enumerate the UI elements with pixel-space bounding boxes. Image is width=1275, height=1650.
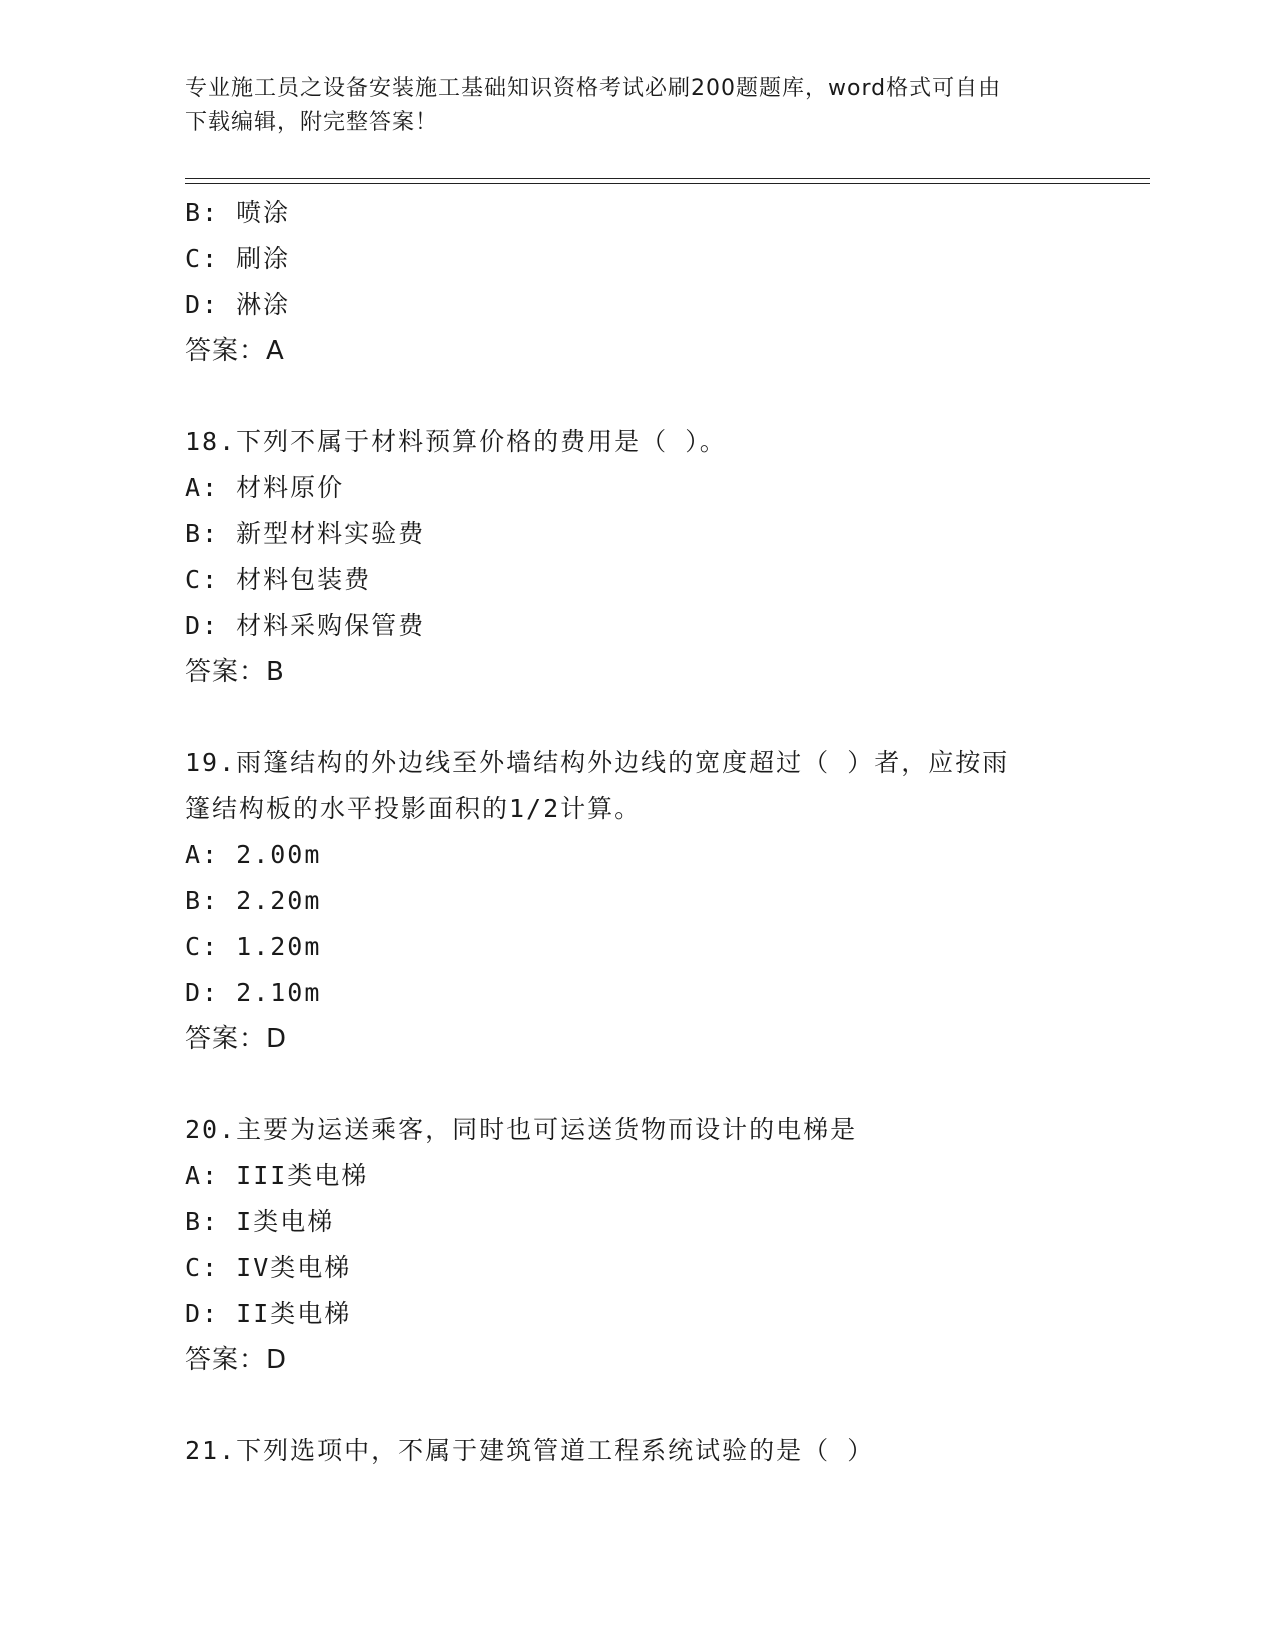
spacer — [185, 1383, 1085, 1428]
option-c: C: 刷涂 — [185, 244, 291, 273]
answer: 答案：D — [185, 1024, 288, 1054]
question-text-line-2: 篷结构板的水平投影面积的1/2计算。 — [185, 794, 642, 823]
question-list — [185, 190, 1085, 1474]
option-c: C: 1.20m — [185, 932, 322, 961]
header-divider-top — [185, 178, 1150, 179]
question-text: 18.下列不属于材料预算价格的费用是（ ）。 — [185, 427, 727, 456]
answer: 答案：D — [185, 1345, 288, 1375]
spacer — [185, 374, 1085, 419]
question-18 — [185, 419, 1085, 695]
question-text: 21.下列选项中，不属于建筑管道工程系统试验的是（ ） — [185, 1436, 875, 1465]
question-21 — [185, 1428, 1085, 1474]
option-d: D: 2.10m — [185, 978, 322, 1007]
option-a: A: III类电梯 — [185, 1161, 369, 1190]
option-a: A: 2.00m — [185, 840, 322, 869]
question-text: 20.主要为运送乘客，同时也可运送货物而设计的电梯是 — [185, 1115, 858, 1144]
option-b: B: 新型材料实验费 — [185, 519, 426, 548]
option-b: B: I类电梯 — [185, 1207, 335, 1236]
option-a: A: 材料原价 — [185, 473, 345, 502]
option-b: B: 喷涂 — [185, 198, 291, 227]
option-d: D: 淋涂 — [185, 290, 291, 319]
question-20 — [185, 1107, 1085, 1383]
option-c: C: IV类电梯 — [185, 1253, 352, 1282]
header-line-1: 专业施工员之设备安装施工基础知识资格考试必刷200题题库，word格式可自由 — [185, 76, 1002, 101]
question-19 — [185, 740, 1085, 1062]
document-header — [185, 72, 1065, 140]
spacer — [185, 695, 1085, 740]
question-text-line-1: 19.雨篷结构的外边线至外墙结构外边线的宽度超过（ ）者，应按雨 — [185, 748, 1010, 777]
option-d: D: II类电梯 — [185, 1299, 352, 1328]
option-c: C: 材料包装费 — [185, 565, 372, 594]
question-17 — [185, 190, 1085, 374]
answer: 答案：B — [185, 657, 285, 687]
answer: 答案：A — [185, 336, 285, 366]
option-d: D: 材料采购保管费 — [185, 611, 426, 640]
spacer — [185, 1062, 1085, 1107]
header-line-2: 下载编辑，附完整答案！ — [185, 110, 439, 135]
header-divider-bottom — [185, 183, 1150, 184]
option-b: B: 2.20m — [185, 886, 322, 915]
